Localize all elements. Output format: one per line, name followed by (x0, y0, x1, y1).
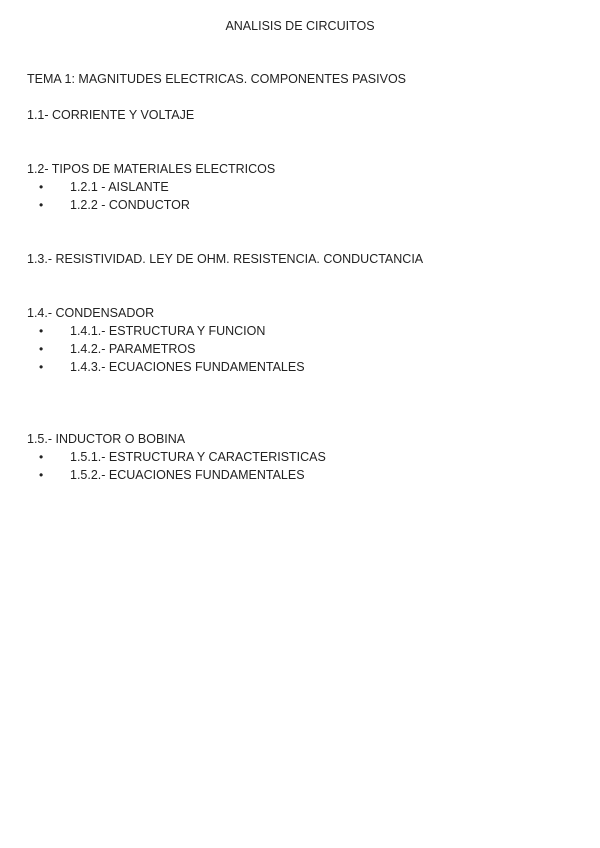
bullet-icon: • (39, 342, 44, 356)
section-heading-1-2: 1.2- TIPOS DE MATERIALES ELECTRICOS (27, 162, 276, 176)
bullet-icon: • (39, 450, 44, 464)
bullet-icon: • (39, 198, 44, 212)
list-item-label: 1.4.1.- ESTRUCTURA Y FUNCION (70, 324, 266, 338)
bullet-icon: • (39, 468, 44, 482)
bullet-icon: • (39, 180, 44, 194)
list-item-label: 1.2.2 - CONDUCTOR (70, 198, 190, 212)
section-heading-1-3: 1.3.- RESISTIVIDAD. LEY DE OHM. RESISTENCIA. CONDUCTANCIA (27, 252, 424, 266)
list-item-label: 1.5.2.- ECUACIONES FUNDAMENTALES (70, 468, 305, 482)
list-item-label: 1.4.2.- PARAMETROS (70, 342, 196, 356)
topic-heading: TEMA 1: MAGNITUDES ELECTRICAS. COMPONENTES PASIVOS (27, 72, 407, 86)
list-item-label: 1.4.3.- ECUACIONES FUNDAMENTALES (70, 360, 305, 374)
bullet-icon: • (39, 324, 44, 338)
section-heading-1-1: 1.1- CORRIENTE Y VOLTAJE (27, 108, 195, 122)
list-item-label: 1.2.1 - AISLANTE (70, 180, 169, 194)
section-heading-1-5: 1.5.- INDUCTOR O BOBINA (27, 432, 186, 446)
list-item-label: 1.5.1.- ESTRUCTURA Y CARACTERISTICAS (70, 450, 326, 464)
bullet-icon: • (39, 360, 44, 374)
document-title: ANALISIS DE CIRCUITOS (225, 19, 375, 33)
section-heading-1-4: 1.4.- CONDENSADOR (27, 306, 155, 320)
